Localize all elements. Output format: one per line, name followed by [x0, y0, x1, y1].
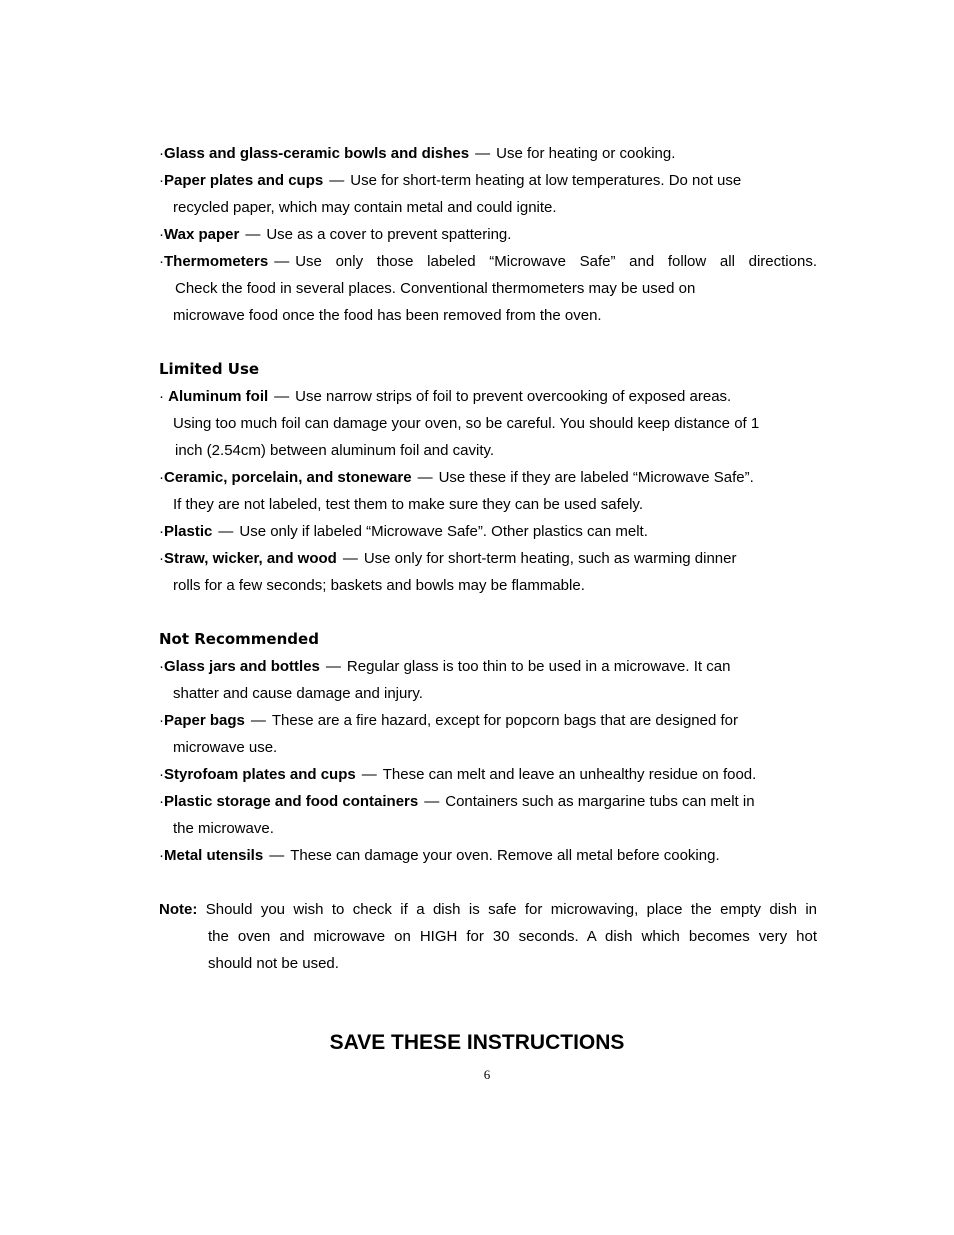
item-continuation: Using too much foil can damage your oven, so be careful. You should keep distance of 1 [173, 415, 760, 432]
item-text: Containers such as margarine tubs can melt in [445, 793, 755, 810]
note-line: should not be used. [208, 955, 339, 972]
item-text: These are a fire hazard, except for popcorn bags that are designed for [271, 712, 738, 729]
bullet: · [159, 523, 164, 540]
item-term: Glass jars and bottles [164, 658, 320, 675]
dash: — [475, 145, 491, 162]
note-paragraph [159, 896, 817, 923]
bullet: · [159, 766, 164, 783]
bullet: · [159, 226, 164, 243]
item-continuation: shatter and cause damage and injury. [173, 685, 423, 702]
bullet: · [159, 172, 164, 189]
item-term: Wax paper [164, 226, 240, 243]
dash: — [424, 793, 440, 810]
item-text: Use narrow strips of foil to prevent overcooking of exposed areas. [295, 388, 732, 405]
dash: — [250, 712, 266, 729]
item-term: Paper plates and cups [164, 172, 324, 189]
item-term: Thermometers [164, 253, 269, 270]
note-line: Should you wish to check if a dish is safe for microwaving, place the empty dish in [205, 901, 817, 918]
item-text: Use as a cover to prevent spattering. [266, 226, 512, 243]
list-item [159, 707, 817, 734]
item-text: These can melt and leave an unhealthy residue on food. [382, 766, 757, 783]
item-continuation: inch (2.54cm) between aluminum foil and cavity. [175, 442, 495, 459]
list-item [159, 140, 817, 167]
item-continuation: If they are not labeled, test them to make sure they can be used safely. [173, 496, 643, 513]
item-text: Regular glass is too thin to be used in a microwave. It can [346, 658, 731, 675]
dash: — [274, 253, 290, 270]
item-continuation: the microwave. [173, 820, 274, 837]
list-item [159, 221, 817, 248]
list-item [159, 788, 817, 815]
note-line: the oven and microwave on HIGH for 30 seconds. A dish which becomes very hot [208, 928, 817, 945]
page-number: 6 [483, 1067, 491, 1082]
list-item [159, 383, 817, 410]
note-label: Note: [159, 901, 198, 918]
item-term: Paper bags [164, 712, 245, 729]
item-text: Use for heating or cooking. [496, 145, 676, 162]
dash: — [329, 172, 345, 189]
bullet: · [159, 388, 164, 405]
item-continuation: recycled paper, which may contain metal and could ignite. [173, 199, 557, 216]
list-item [159, 653, 817, 680]
dash: — [218, 523, 234, 540]
item-continuation: rolls for a few seconds; baskets and bowls may be flammable. [173, 577, 585, 594]
bullet: · [159, 550, 164, 567]
footer-title: SAVE THESE INSTRUCTIONS [329, 1031, 625, 1054]
section-heading-limited-use: Limited Use [159, 360, 260, 378]
list-item [159, 464, 817, 491]
bullet: · [159, 658, 164, 675]
item-text: Use only those labeled “Microwave Safe” and follow all directions. [295, 253, 817, 270]
section-heading-not-recommended: Not Recommended [159, 630, 319, 648]
item-continuation: microwave use. [173, 739, 278, 756]
item-continuation: microwave food once the food has been removed from the oven. [173, 307, 602, 324]
list-item [159, 167, 817, 194]
bullet: · [159, 712, 164, 729]
item-term: Plastic storage and food containers [164, 793, 419, 810]
dash: — [325, 658, 341, 675]
dash: — [361, 766, 377, 783]
dash: — [274, 388, 290, 405]
bullet: · [159, 847, 164, 864]
list-item [159, 545, 817, 572]
bullet: · [159, 793, 164, 810]
item-text: Use these if they are labeled “Microwave Safe”. [438, 469, 754, 486]
list-item [159, 518, 817, 545]
bullet: · [159, 253, 164, 270]
bullet: · [159, 469, 164, 486]
dash: — [342, 550, 358, 567]
item-continuation: Check the food in several places. Conventional thermometers may be used on [175, 280, 696, 297]
item-text: These can damage your oven. Remove all metal before cooking. [290, 847, 720, 864]
item-term: Metal utensils [164, 847, 264, 864]
list-item [159, 842, 817, 869]
item-term: Ceramic, porcelain, and stoneware [164, 469, 412, 486]
dash: — [245, 226, 261, 243]
list-item [159, 761, 817, 788]
item-text: Use for short-term heating at low temperatures. Do not use [350, 172, 742, 189]
bullet: · [159, 145, 164, 162]
list-item [159, 248, 817, 275]
item-term: Straw, wicker, and wood [164, 550, 337, 567]
item-term: Plastic [164, 523, 213, 540]
page-content [159, 140, 817, 977]
item-term: Glass and glass-ceramic bowls and dishes [164, 145, 470, 162]
item-term: Aluminum foil [168, 388, 269, 405]
dash: — [417, 469, 433, 486]
item-text: Use only if labeled “Microwave Safe”. Other plastics can melt. [239, 523, 648, 540]
item-term: Styrofoam plates and cups [164, 766, 356, 783]
dash: — [269, 847, 285, 864]
item-text: Use only for short-term heating, such as warming dinner [363, 550, 737, 567]
